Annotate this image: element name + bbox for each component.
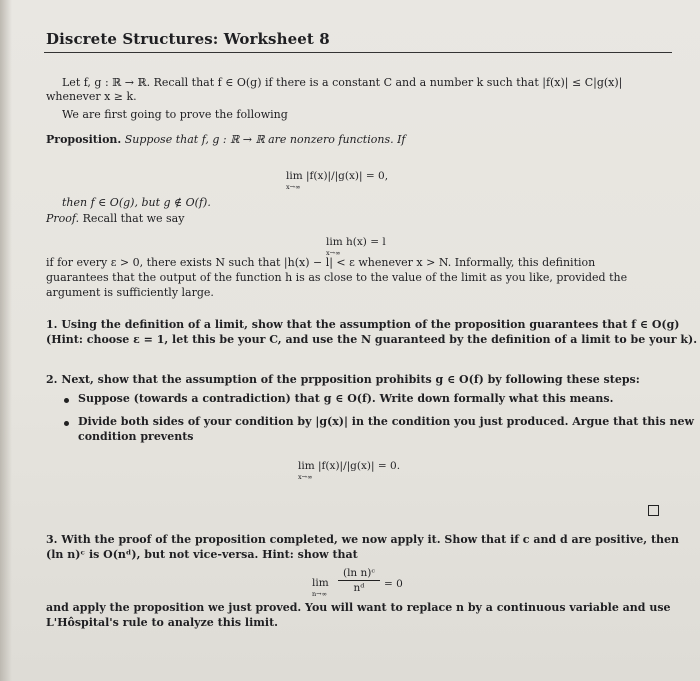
proof-label: Proof. [46, 212, 80, 225]
question-3-lim: lim [312, 577, 329, 589]
proposition-label: Proposition. [46, 133, 122, 146]
question-3-line-3: and apply the proposition we just proved. You will want to replace n by a continuous variable and use [46, 601, 671, 614]
question-3-lim-subscript: n→∞ [312, 590, 328, 598]
proposition-conclusion: then f ∈ O(g), but g ∉ O(f). [62, 196, 211, 209]
proposition-statement [46, 133, 406, 147]
intro-line-3: We are first going to prove the following [62, 108, 288, 121]
question-3-line-2: (ln n)ᶜ is O(nᵈ), but not vice-versa. Hint: show that [46, 548, 358, 561]
question-1-line-1: 1. Using the definition of a limit, show that the assumption of the proposition guarantees that f ∈ O(g) [46, 318, 680, 331]
question-3-line-1: 3. With the proof of the proposition completed, we now apply it. Show that if c and d are positive, then [46, 533, 680, 546]
question-1-line-2: (Hint: choose ε = 1, let this be your C, and use the N guaranteed by the definition of a limit to be your k). [46, 333, 698, 346]
question-2-limit: lim |f(x)|/|g(x)| = 0. [298, 460, 401, 472]
limit-definition: lim h(x) = l [326, 236, 386, 248]
proposition-limit-subscript: x→∞ [286, 183, 301, 191]
question-3-line-4: L'Hôspital's rule to analyze this limit. [46, 616, 278, 629]
proof-paragraph-line-1: if for every ε > 0, there exists N such that |h(x) − l| < ε whenever x > N. Informally, this definition [46, 256, 596, 269]
qed-box-icon [648, 505, 659, 516]
fraction-bar [338, 580, 380, 581]
question-2-bullet-2-line-1: Divide both sides of your condition by |g(x)| in the condition you just produced. Argue that this new [78, 415, 694, 428]
question-2-bullet-1: Suppose (towards a contradiction) that g ∈ O(f). Write down formally what this means. [78, 392, 614, 405]
page-edge-shadow [0, 0, 12, 681]
question-3-equals: = 0 [384, 578, 403, 590]
proof-paragraph-line-3: argument is sufficiently large. [46, 286, 214, 299]
question-3-fraction [338, 567, 380, 594]
proposition-text: Suppose that f, g : ℝ → ℝ are nonzero functions. If [124, 133, 406, 146]
intro-line-1: Let f, g : ℝ → ℝ. Recall that f ∈ O(g) if there is a constant C and a number k such that |f(x)| ≤ C|g(x)| [62, 76, 623, 89]
bullet-icon [64, 398, 69, 403]
proof-paragraph-line-2: guarantees that the output of the function h is as close to the value of the limit as you like, provided the [46, 271, 628, 284]
proof-text: Recall that we say [82, 212, 185, 225]
limit-definition-subscript: x→∞ [326, 249, 341, 257]
intro-line-2: whenever x ≥ k. [46, 90, 137, 103]
question-2-line-1: 2. Next, show that the assumption of the prpposition prohibits g ∈ O(f) by following these steps: [46, 373, 640, 386]
question-2-bullet-2-line-2: condition prevents [78, 430, 194, 443]
proof-intro [46, 212, 184, 226]
page-title: Discrete Structures: Worksheet 8 [46, 30, 330, 48]
proposition-limit: lim |f(x)|/|g(x)| = 0, [286, 170, 389, 182]
fraction-numerator: (ln n)ᶜ [342, 567, 376, 579]
title-divider [44, 52, 672, 53]
bullet-icon [64, 421, 69, 426]
question-2-limit-subscript: x→∞ [298, 473, 313, 481]
fraction-denominator: nᵈ [353, 582, 365, 594]
